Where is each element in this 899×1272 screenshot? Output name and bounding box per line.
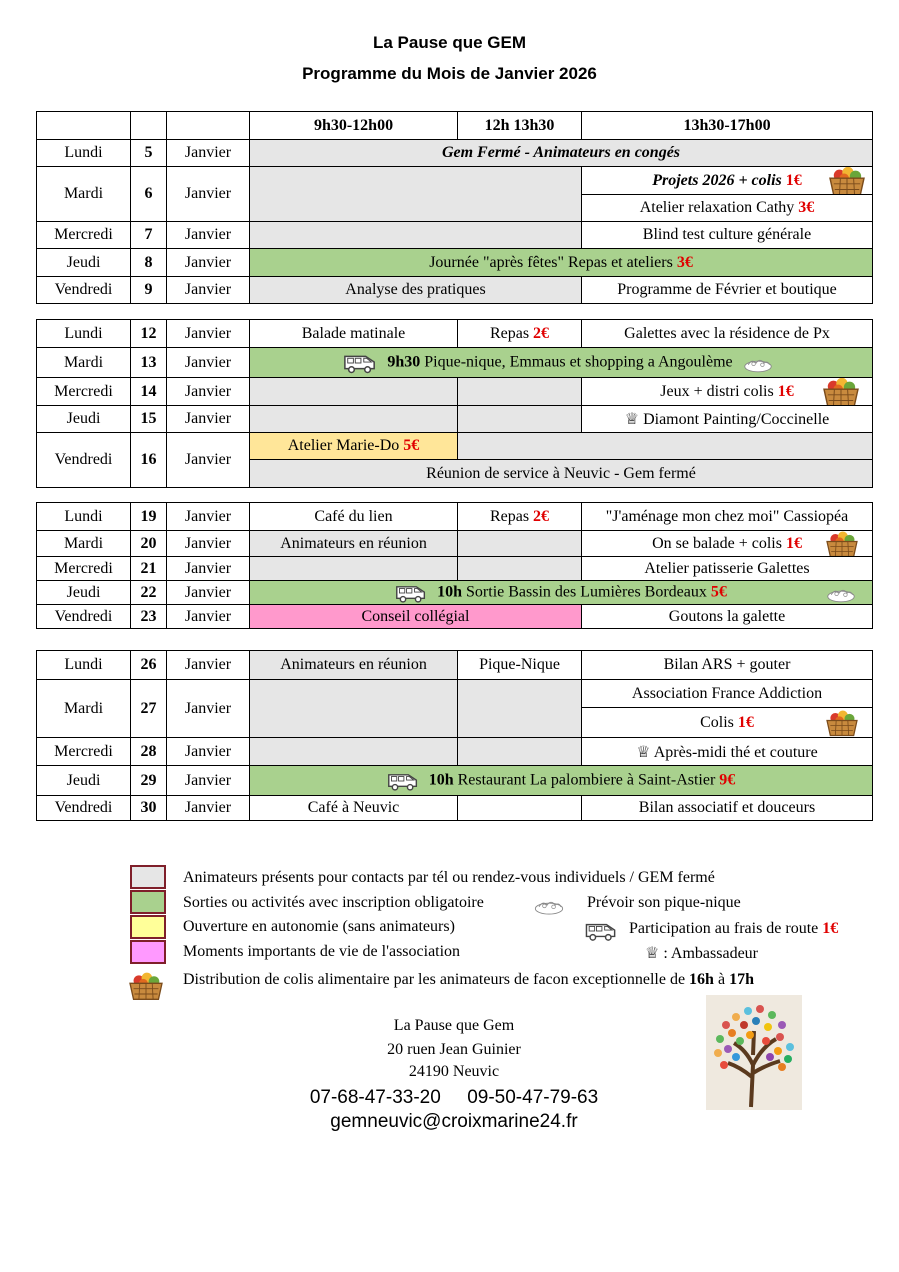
schedule-week-4 [36,650,873,821]
footer-email[interactable]: gemneuvic@croixmarine24.fr [330,1111,578,1132]
table-row: Vendredi 16 Janvier Atelier Marie-Do 5€ [37,433,873,460]
table-row: Jeudi 22 Janvier 10h Sortie Bassin des Lumières Bordeaux 5€ [37,581,873,605]
legend-colis: Distribution de colis alimentaire par les animateurs de facon exceptionnelle de 16h à 17h [183,971,754,988]
legend-swatch-yellow [130,915,166,939]
legend-swatch-pink [130,940,166,964]
tree-image [706,995,802,1110]
van-icon [584,921,618,941]
legend-pink: Moments importants de vie de l'association [183,943,461,960]
table-row: Lundi 26 Janvier Animateurs en réunion Pique-Nique Bilan ARS + gouter [37,651,873,680]
schedule-week-1 [36,111,873,304]
footer-name: La Pause que Gem [393,1017,515,1034]
schedule-week-3 [36,502,873,629]
col-morning: 9h30-12h00 [250,112,458,140]
table-row: Mardi 6 Janvier Projets 2026 + colis 1€ [37,167,873,195]
basket-icon [828,167,866,195]
legend-ambassador: ♕ : Ambassadeur [645,945,758,962]
legend-picnic: Prévoir son pique-nique [587,894,741,911]
schedule-week-2 [36,319,873,488]
table-row: Lundi 5 Janvier Gem Fermé - Animateurs en congés [37,140,873,167]
phone-link-1[interactable]: 07-68-47-33-20 [309,1087,441,1108]
table-row: Mardi 27 Janvier Association France Addiction [37,680,873,708]
legend-swatch-green [130,890,166,914]
footer-city: 24190 Neuvic [408,1063,500,1080]
page-title: La Pause que GEM [372,33,527,52]
table-row: Réunion de service à Neuvic - Gem fermé [37,460,873,488]
table-row: Vendredi 9 Janvier Analyse des pratiques Programme de Février et boutique [37,277,873,304]
page-subtitle: Programme du Mois de Janvier 2026 [302,64,597,83]
van-icon [395,583,427,603]
basket-icon [824,531,860,557]
footer-phones [254,1087,654,1109]
legend-swatch-grey [130,865,166,889]
closed-cell: Gem Fermé - Animateurs en congés [250,140,873,167]
col-afternoon: 13h30-17h00 [582,112,873,140]
legend-grey: Animateurs présents pour contacts par tél ou rendez-vous individuels / GEM fermé [183,869,715,886]
header-row [37,112,873,140]
basket-icon [824,708,860,738]
crown-icon: ♕ [636,743,651,761]
phone-link-2[interactable]: 09-50-47-79-63 [467,1087,599,1108]
table-row: Atelier relaxation Cathy 3€ [37,195,873,222]
table-row: Mercredi 21 Janvier Atelier patisserie Galettes [37,557,873,581]
table-row: Jeudi 29 Janvier 10h Restaurant La palombiere à Saint-Astier 9€ [37,766,873,796]
table-row: Lundi 19 Janvier Café du lien Repas 2€ "J'aménage mon chez moi" Cassiopéa [37,503,873,531]
legend-green: Sorties ou activités avec inscription obligatoire [183,894,484,911]
table-row: Colis 1€ [37,708,873,738]
footer-street: 20 ruen Jean Guinier [387,1041,521,1058]
picnic-icon [743,353,773,373]
table-row: Lundi 12 Janvier Balade matinale Repas 2€ Galettes avec la résidence de Px [37,320,873,348]
table-row: Mercredi 14 Janvier Jeux + distri colis 1€ [37,378,873,406]
legend-van: Participation au frais de route 1€ [629,920,839,937]
table-row: Jeudi 8 Janvier Journée "après fêtes" Repas et ateliers 3€ [37,249,873,277]
table-row: Jeudi 15 Janvier ♕ Diamont Painting/Coccinelle [37,406,873,433]
table-row: Mardi 13 Janvier 9h30 Pique-nique, Emmaus et shopping a Angoulème [37,348,873,378]
table-row: Vendredi 23 Janvier Conseil collégial Goutons la galette [37,605,873,629]
table-row: Mercredi 7 Janvier Blind test culture générale [37,222,873,249]
van-icon [387,771,419,791]
crown-icon: ♕ [645,945,660,962]
basket-icon [822,378,860,406]
picnic-icon [533,895,565,915]
van-icon [343,352,377,374]
crown-icon: ♕ [624,411,640,428]
table-row: Vendredi 30 Janvier Café à Neuvic Bilan associatif et douceurs [37,796,873,821]
basket-icon [128,970,164,1002]
table-row: Mardi 20 Janvier Animateurs en réunion On se balade + colis 1€ [37,531,873,557]
col-noon: 12h 13h30 [458,112,582,140]
table-row: Mercredi 28 Janvier ♕ Après-midi thé et couture [37,738,873,766]
picnic-icon [826,583,856,603]
legend-yellow: Ouverture en autonomie (sans animateurs) [183,918,455,935]
